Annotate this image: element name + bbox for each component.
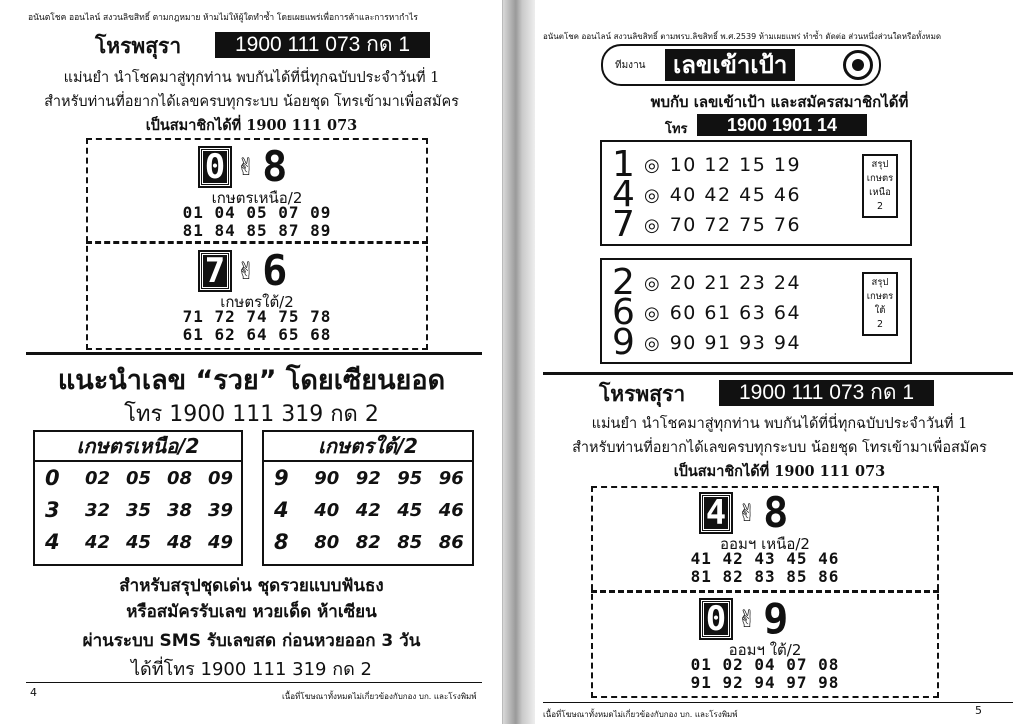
- table-row: 4 40 42 45 46: [274, 498, 464, 522]
- brand-title: โหรพสุรา: [599, 382, 686, 406]
- book-spine: [503, 0, 535, 724]
- table-row: 8 80 82 85 86: [274, 530, 464, 554]
- intro-line-1: แม่นยำ นำโชคมาสู่ทุกท่าน พบกันได้ที่นี่ทุกฉบับประจำวันที่ 1: [591, 416, 968, 432]
- dashed-divider: [591, 590, 939, 593]
- south-table-title: เกษตรใต้/2: [264, 432, 472, 462]
- copyright-header: อนันตโชค ออนไลน์ สงวนลิขสิทธิ์ ตามกฎหมาย ห้ามไม่ให้ผู้ใดทำซ้ำ โดยเผยแพร่เพื่อการค้าและการหากำไร: [28, 13, 418, 23]
- set-row: 7 ◎ 70 72 75 76: [612, 204, 802, 245]
- victory-hand-icon: ✌: [236, 153, 257, 181]
- logo-subtitle: พบกับ เลขเข้าเป้า และสมัครสมาชิกได้ที่: [650, 93, 909, 111]
- target-icon: ◎: [644, 154, 660, 176]
- set-box-south: [600, 258, 912, 364]
- intro-line-2: สำหรับท่านที่อยากได้เลขครบทุกระบบ น้อยชุด โทรเข้ามาเพื่อสมัคร: [572, 440, 987, 456]
- lead-digit: 0: [701, 600, 731, 638]
- dashed-divider: [86, 241, 428, 244]
- footer-note: เนื้อที่โฆษณาทั้งหมดไม่เกี่ยวข้องกับกอง บก. และโรงพิมพ์: [282, 692, 477, 701]
- right-page: [535, 0, 1024, 724]
- promo-line-1: สำหรับสรุปชุดเด่น ชุดรวยแบบฟันธง: [119, 576, 384, 596]
- victory-hand-icon: ✌: [737, 499, 758, 527]
- section-rule: [543, 372, 1013, 375]
- second-digit: 9: [763, 594, 789, 643]
- promo-line-2: หรือสมัครรับเลข หวยเด็ด ห้าเซียน: [126, 602, 377, 622]
- north-table-title: เกษตรเหนือ/2: [35, 432, 241, 462]
- footer-note: เนื้อที่โฆษณาทั้งหมดไม่เกี่ยวข้องกับกอง บก. และโรงพิมพ์: [543, 710, 738, 719]
- set-box-north: [600, 140, 912, 246]
- intro-line-2: สำหรับท่านที่อยากได้เลขครบทุกระบบ น้อยชุด โทรเข้ามาเพื่อสมัคร: [44, 94, 459, 110]
- page-number: 5: [975, 704, 982, 717]
- target-icon: ◎: [644, 184, 660, 206]
- lead-digit: 7: [200, 252, 230, 290]
- intro-line-3: เป็นสมาชิกได้ที่ 1900 111 073: [145, 117, 358, 134]
- bottom-numbers-row-2: 91 92 94 97 98: [690, 673, 840, 692]
- intro-line-3: เป็นสมาชิกได้ที่ 1900 111 073: [673, 463, 886, 480]
- target-icon: [843, 50, 873, 80]
- bottom-pick-label: ออมฯ ใต้/2: [728, 641, 802, 659]
- victory-hand-icon: ✌: [737, 605, 758, 633]
- recommend-title: แนะนำเลข “รวย” โดยเซียนยอด: [57, 365, 446, 396]
- recommend-phone: โทร 1900 111 319 กด 2: [124, 402, 379, 427]
- target-icon: ◎: [644, 332, 660, 354]
- left-page: [0, 0, 503, 724]
- bottom-numbers-row-2: 61 62 64 65 68: [182, 325, 332, 344]
- victory-hand-icon: ✌: [236, 257, 257, 285]
- south-table: [262, 430, 474, 566]
- footer-rule: [26, 682, 482, 683]
- phone-pill: 1900 111 073 กด 1: [215, 32, 430, 58]
- phone-pill-2: 1900 111 073 กด 1: [719, 380, 934, 406]
- top-numbers-row-2: 81 82 83 85 86: [690, 567, 840, 586]
- footer-rule: [543, 702, 1013, 703]
- summary-tag: สรุป เกษตร ใต้ 2: [862, 272, 898, 336]
- summary-tag: สรุป เกษตร เหนือ 2: [862, 154, 898, 218]
- set-row: 2 ◎ 20 21 23 24: [612, 262, 802, 303]
- phone-label: โทร: [665, 122, 688, 137]
- brand-title: โหรพสุรา: [95, 34, 182, 58]
- section-logo: [601, 44, 881, 86]
- top-pick: [701, 488, 789, 537]
- top-pick-label: ออมฯ เหนือ/2: [720, 535, 810, 553]
- target-icon: ◎: [644, 302, 660, 324]
- lead-digit: 4: [701, 494, 731, 532]
- promo-line-3: ผ่านระบบ SMS รับเลขสด ก่อนหวยออก 3 วัน: [82, 631, 421, 651]
- set-row: 1 ◎ 10 12 15 19: [612, 144, 802, 185]
- copyright-header: อนันตโชค ออนไลน์ สงวนลิขสิทธิ์ ตามพรบ.ลิขสิทธิ์ พ.ศ.2539 ห้ามเผยแพร่ ทำซ้ำ ดัดต่อ ส่วนหนึ่งส่วนใดหรือทั้งหมด: [543, 32, 942, 41]
- bottom-pick: [200, 246, 288, 295]
- table-row: 3 32 35 38 39: [45, 498, 234, 522]
- set-row: 9 ◎ 90 91 93 94: [612, 322, 802, 363]
- bottom-pick: [701, 594, 789, 643]
- second-digit: 8: [763, 488, 789, 537]
- bottom-pick-label: เกษตรใต้/2: [220, 293, 294, 311]
- north-table: [33, 430, 243, 566]
- promo-line-4: ได้ที่โทร 1900 111 319 กด 2: [131, 659, 372, 680]
- top-numbers-row-1: 41 42 43 45 46: [690, 549, 840, 568]
- second-digit: 8: [262, 142, 288, 191]
- logo-title: เลขเข้าเป้า: [665, 49, 795, 81]
- second-digit: 6: [262, 246, 288, 295]
- top-numbers-row-1: 01 04 05 07 09: [182, 203, 332, 222]
- top-numbers-row-2: 81 84 85 87 89: [182, 221, 332, 240]
- top-pick-label: เกษตรเหนือ/2: [211, 189, 303, 207]
- table-row: 4 42 45 48 49: [45, 530, 234, 554]
- team-label: ทีมงาน: [615, 60, 646, 71]
- section-rule: [26, 352, 482, 355]
- set-row: 6 ◎ 60 61 63 64: [612, 292, 802, 333]
- intro-line-1: แม่นยำ นำโชคมาสู่ทุกท่าน พบกันได้ที่นี่ทุกฉบับประจำวันที่ 1: [63, 70, 440, 86]
- target-icon: ◎: [644, 214, 660, 236]
- lead-digit: 0: [200, 148, 230, 186]
- bottom-numbers-row-1: 71 72 74 75 78: [182, 307, 332, 326]
- phone-pill: 1900 1901 14: [697, 114, 867, 136]
- target-icon: ◎: [644, 272, 660, 294]
- table-row: 0 02 05 08 09: [45, 466, 234, 490]
- set-row: 4 ◎ 40 42 45 46: [612, 174, 802, 215]
- bottom-numbers-row-1: 01 02 04 07 08: [690, 655, 840, 674]
- table-row: 9 90 92 95 96: [274, 466, 464, 490]
- top-pick: [200, 142, 288, 191]
- page-number: 4: [30, 686, 37, 699]
